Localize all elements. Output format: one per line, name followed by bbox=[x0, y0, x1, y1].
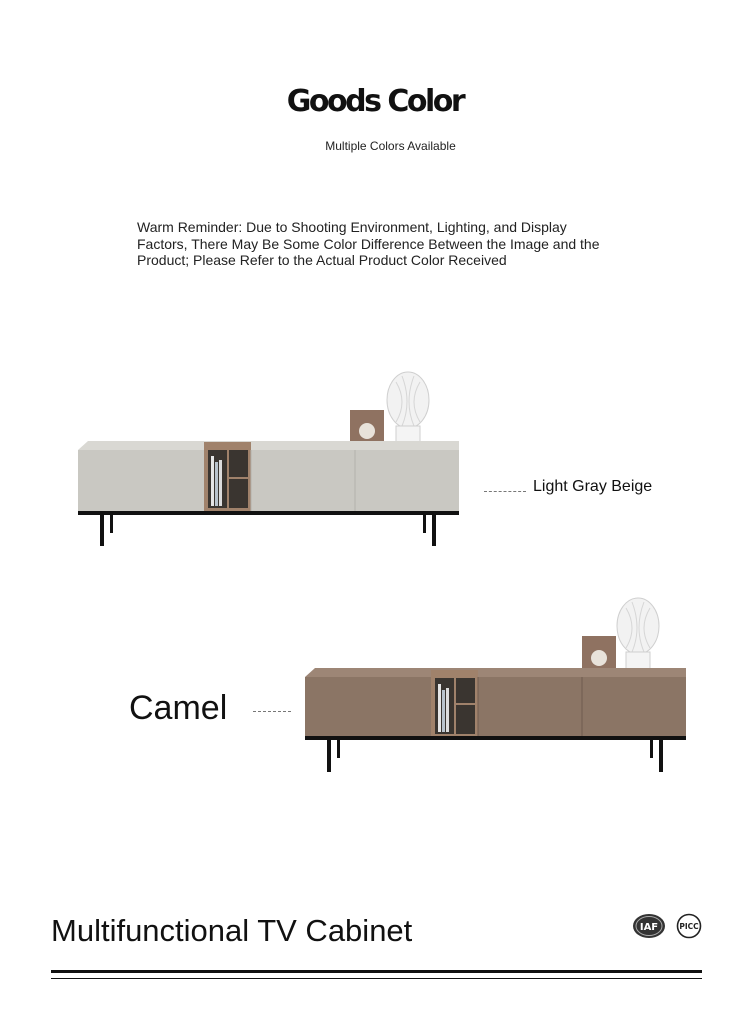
leader-line bbox=[484, 491, 526, 492]
divider-thin bbox=[51, 978, 702, 979]
product-heading: Multifunctional TV Cabinet bbox=[51, 913, 413, 948]
color-reminder-note: Warm Reminder: Due to Shooting Environment, Lighting, and Display Factors, There May Be Some Color Difference Between the Image and the Product; Please Refer to the Actual Product Color Received bbox=[137, 219, 600, 268]
divider-thick bbox=[51, 970, 702, 973]
tv-cabinet-light-gray-beige-image bbox=[78, 372, 461, 548]
iaf-badge-label: IAF bbox=[639, 922, 659, 933]
iaf-badge-icon bbox=[632, 913, 666, 939]
color-label-camel: Camel bbox=[129, 689, 228, 727]
picc-badge-label: PICC bbox=[679, 922, 699, 931]
page-title: Goods Color bbox=[286, 84, 464, 119]
picc-badge-icon bbox=[676, 913, 702, 939]
tv-cabinet-camel-image bbox=[305, 598, 688, 774]
color-label-light-gray-beige: Light Gray Beige bbox=[533, 478, 653, 495]
page-subtitle: Multiple Colors Available bbox=[325, 139, 456, 153]
leader-line bbox=[253, 711, 291, 712]
